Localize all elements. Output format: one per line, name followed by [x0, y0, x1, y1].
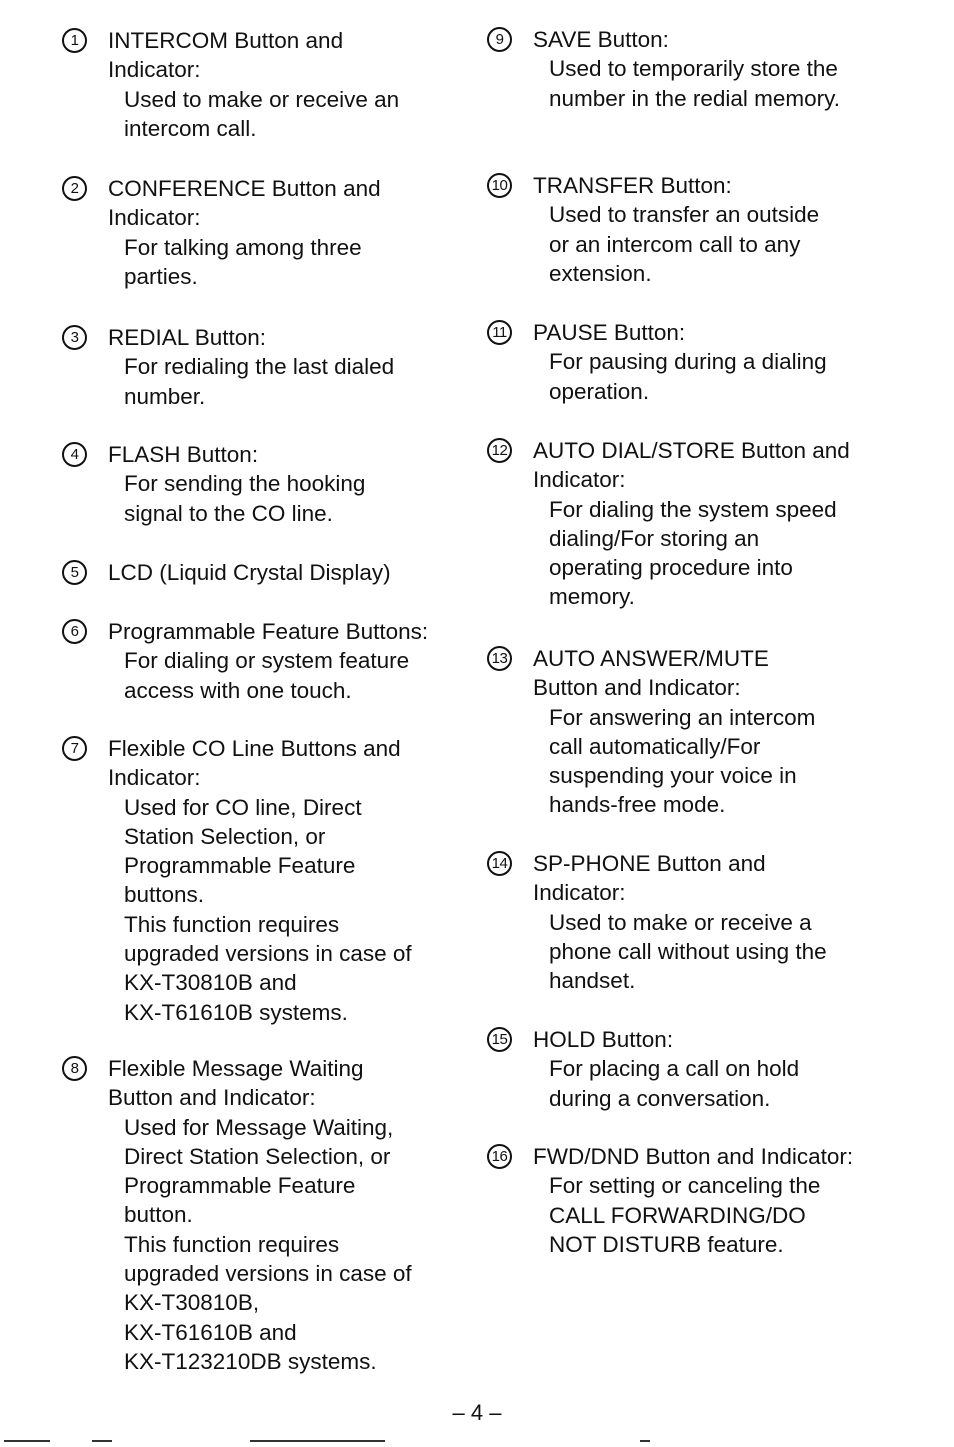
item-title: SP-PHONE Button and Indicator:: [533, 851, 766, 906]
item-description: For redialing the last dialed number.: [124, 354, 395, 409]
item-title: AUTO ANSWER/MUTE Button and Indicator:: [533, 646, 769, 701]
item-title: Flexible Message Waiting Button and Indicator:: [108, 1056, 364, 1111]
item-title: SAVE Button:: [533, 27, 669, 52]
item-description: Used to make or receive a phone call without using the handset.: [549, 909, 827, 994]
item-description: For placing a call on hold during a conversation.: [549, 1056, 800, 1111]
item-hold: [487, 1025, 907, 1113]
item-number: 12: [487, 438, 512, 463]
item-number: 5: [62, 560, 87, 585]
item-number: 15: [487, 1027, 512, 1052]
item-title: CONFERENCE Button and Indicator:: [108, 176, 381, 231]
item-title: PAUSE Button:: [533, 320, 686, 345]
item-number: 3: [62, 325, 87, 350]
item-fwd-dnd: [487, 1142, 907, 1259]
item-flash: [62, 440, 457, 528]
item-description: For talking among three parties.: [124, 234, 362, 289]
item-conference: [62, 174, 457, 291]
item-description: Used to make or receive an intercom call.: [124, 86, 400, 141]
item-intercom: [62, 26, 457, 143]
item-number: 9: [487, 27, 512, 52]
item-title: REDIAL Button:: [108, 325, 266, 350]
item-programmable-feature: [62, 617, 457, 705]
item-number: 10: [487, 173, 512, 198]
item-description: Used to temporarily store the number in the redial memory.: [549, 56, 840, 111]
item-description: For sending the hooking signal to the CO line.: [124, 471, 366, 526]
item-sp-phone: [487, 849, 907, 995]
item-number: 11: [487, 320, 512, 345]
item-description: Used for CO line, Direct Station Selection, or Programmable Feature buttons. This function requires upgraded versions in case of KX-T30810B and KX-T61610B systems.: [124, 794, 412, 1025]
item-title: TRANSFER Button:: [533, 173, 732, 198]
item-number: 16: [487, 1144, 512, 1169]
item-transfer: [487, 171, 907, 288]
bottom-rule: [0, 1440, 954, 1443]
item-lcd: [62, 558, 457, 587]
item-description: For pausing during a dialing operation.: [549, 349, 827, 404]
item-number: 2: [62, 176, 87, 201]
item-flexible-message-waiting: [62, 1054, 457, 1376]
item-number: 8: [62, 1056, 87, 1081]
item-number: 4: [62, 442, 87, 467]
item-auto-dial-store: [487, 436, 907, 612]
item-number: 14: [487, 851, 512, 876]
item-save: [487, 25, 907, 113]
item-number: 1: [62, 28, 87, 53]
item-description: For setting or canceling the CALL FORWARDING/DO NOT DISTURB feature.: [549, 1173, 821, 1257]
item-description: For dialing or system feature access with one touch.: [124, 648, 410, 703]
item-description: For dialing the system speed dialing/For storing an operating procedure into memory.: [549, 496, 837, 610]
item-description: Used to transfer an outside or an intercom call to any extension.: [549, 202, 820, 286]
item-redial: [62, 323, 457, 411]
item-title: Flexible CO Line Buttons and Indicator:: [108, 736, 401, 791]
item-title: HOLD Button:: [533, 1027, 674, 1052]
item-number: 13: [487, 646, 512, 671]
item-title: LCD (Liquid Crystal Display): [108, 560, 391, 585]
item-number: 7: [62, 736, 87, 761]
item-flexible-co-line: [62, 734, 457, 1027]
item-pause: [487, 318, 907, 406]
item-description: Used for Message Waiting, Direct Station Selection, or Programmable Feature button. This function requires upgraded versions in case of KX-T30810B, KX-T61610B and KX-T123210DB systems.: [124, 1114, 412, 1374]
item-title: Programmable Feature Buttons:: [108, 619, 429, 644]
item-title: AUTO DIAL/STORE Button and Indicator:: [533, 438, 850, 493]
item-title: FLASH Button:: [108, 442, 259, 467]
item-title: FWD/DND Button and Indicator:: [533, 1144, 854, 1169]
item-description: For answering an intercom call automatically/For suspending your voice in hands-free mode.: [549, 704, 816, 818]
item-title: INTERCOM Button and Indicator:: [108, 28, 344, 83]
page-number: – 4 –: [452, 1400, 502, 1425]
item-auto-answer-mute: [487, 644, 907, 820]
item-number: 6: [62, 619, 87, 644]
